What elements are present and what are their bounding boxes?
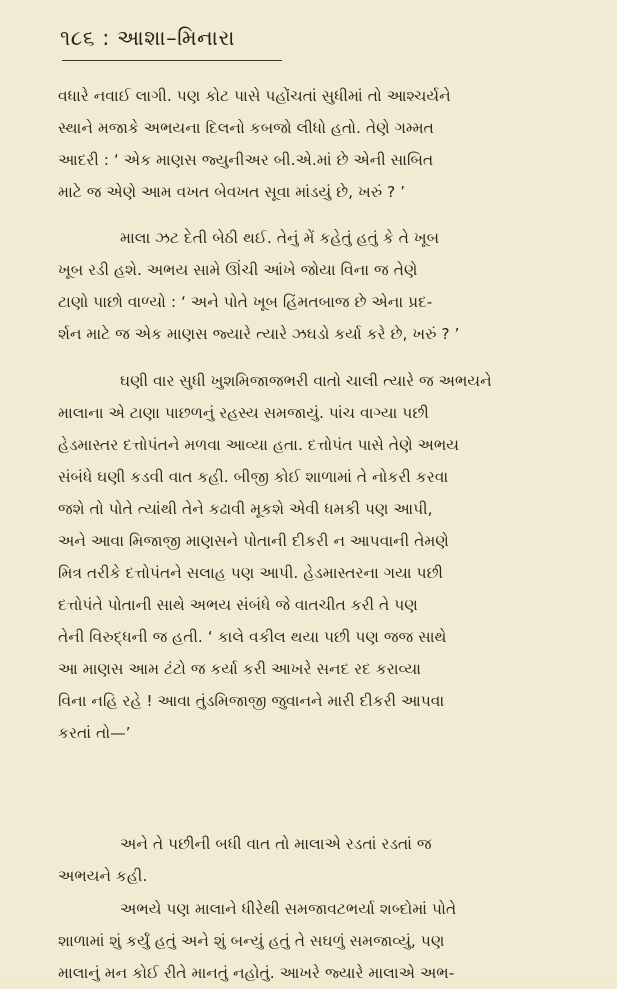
text-line: અને આવા મિજાજી માણસને પોતાની દીકરી ન આપવાની તેમણે [58, 532, 449, 550]
text-line: માલા ઝટ દેતી બેઠી થઈ. તેનું મેં કહેતું હતું કે તે ખૂબ [120, 229, 440, 247]
running-header [60, 26, 235, 51]
text-line: મિત્ર તરીકે દત્તોપંતને સલાહ પણ આપી. હેડમાસ્તરના ગયા પછી [58, 564, 443, 582]
text-line: માલાના એ ટાણા પાછળનું રહસ્ય સમજાયું. પાંચ વાગ્યા પછી [58, 404, 429, 422]
text-line: અભયને કહી. [58, 867, 148, 885]
text-line: કરતાં તો—’ [58, 724, 131, 742]
text-line: તેની વિરુદ્ધની જ હતી. ‘ કાલે વકીલ થયા પછી પણ જજ સાથે [58, 628, 447, 646]
text-line: આદરી : ‘ એક માણસ જ્યુનીઅર બી.એ.માં છે એની સાબિત [58, 151, 434, 169]
text-line: વિના નહિ રહે ! આવા તુંડમિજાજી જુવાનને મારી દીકરી આપવા [58, 692, 445, 710]
book-title: આશા–મિનારા [117, 26, 235, 50]
text-line: સંબંધે ઘણી કડવી વાત કહી. બીજી કોઈ શાળામાં તે નોકરી કરવા [58, 468, 449, 486]
text-line: અભયે પણ માલાને ધીરેથી સમજાવટભર્યા શબ્દોમાં પોતે [120, 900, 457, 918]
text-line: દત્તોપંતે પોતાની સાથે અભય સંબંધે જે વાતચીત કરી તે પણ [58, 596, 418, 614]
header-underline [62, 60, 282, 61]
text-line: હેડમાસ્તર દત્તોપંતને મળવા આવ્યા હતા. દત્તોપંત પાસે તેણે અભય [58, 436, 459, 454]
text-line: વધારે નવાઈ લાગી. પણ કોટ પાસે પહોંચતાં સુધીમાં તો આશ્ચર્યને [58, 87, 451, 105]
text-line: શાળામાં શું કર્યું હતું અને શું બન્યું હતું તે સઘળું સમજાવ્યું, પણ [58, 932, 445, 950]
paragraph-1 [58, 80, 598, 208]
text-line: ટાણો પાછો વાળ્યો : ‘ અને પોતે ખૂબ હિંમતબાજ છે એના પ્રદ- [58, 293, 433, 311]
text-line: માલાનું મન કોઈ રીતે માનતું નહોતું. આખરે જ્યારે માલાએ અભ- [58, 964, 455, 982]
text-line: આ માણસ આમ ટંટો જ કર્યા કરી આખરે સનદ રદ કરાવ્યા [58, 660, 421, 678]
paragraph-4 [58, 828, 598, 892]
text-line: માટે જ એણે આમ વખત બેવખત સૂવા માંડયું છે, ખરું ? ’ [58, 183, 406, 201]
text-line: ખૂબ રડી હશે. અભય સામે ઊંચી આંખે જોયા વિના જ તેણે [58, 261, 418, 279]
header-separator: : [95, 26, 118, 50]
paragraph-2 [58, 222, 598, 350]
text-line: સ્થાને મજાકે અભયના દિલનો કબજો લીધો હતો. તેણે ગમ્મત [58, 119, 434, 137]
text-line: જશે તો પોતે ત્યાંથી તેને કઢાવી મૂકશે એવી ધમકી પણ આપી, [58, 500, 433, 518]
text-line: ર્શન માટે જ એક માણસ જ્યારે ત્યારે ઝઘડો કર્યા કરે છે, ખરું ? ’ [58, 325, 460, 343]
page-number: ૧૮૬ [60, 26, 96, 50]
text-line: અને તે પછીની બધી વાત તો માલાએ રડતાં રડતાં જ [120, 835, 432, 853]
paragraph-5 [58, 893, 598, 989]
text-line: ઘણી વાર સુધી ખુશમિજાજભરી વાતો ચાલી ત્યારે જ અભયને [120, 372, 492, 390]
paragraph-3 [58, 365, 598, 749]
